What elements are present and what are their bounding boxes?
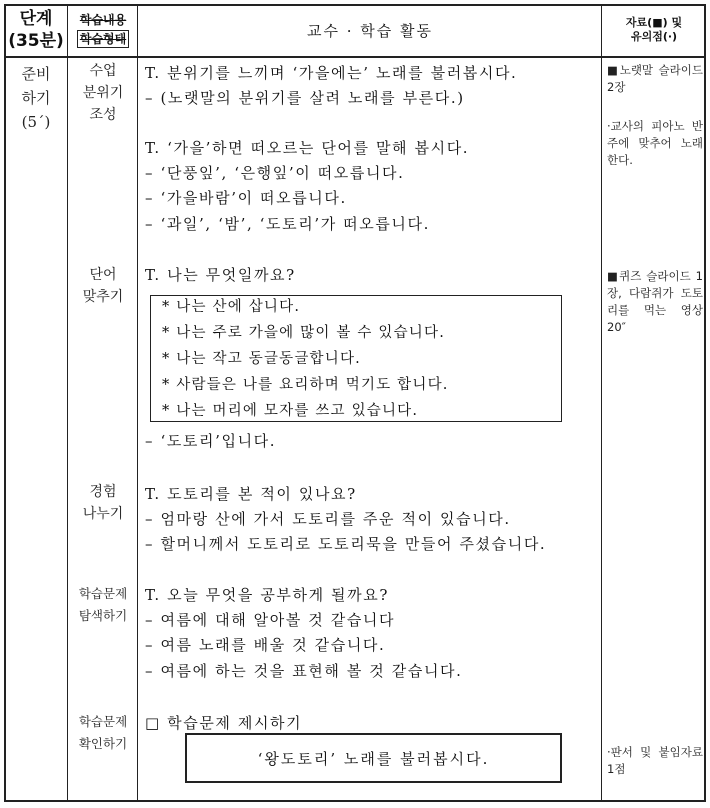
quiz-clue: * 나는 머리에 모자를 쓰고 있습니다.	[162, 403, 419, 419]
header-notes-label: 유의점(·)	[630, 30, 678, 43]
activity-line: – 여름에 하는 것을 표현해 볼 것 같습니다.	[145, 662, 463, 680]
form-line: 조성	[89, 107, 117, 123]
header-form	[70, 6, 136, 54]
form-atmosphere	[70, 60, 136, 126]
col-divider-2	[137, 4, 138, 802]
form-line: 확인하기	[78, 736, 128, 751]
learning-goal: ‘왕도토리’ 노래를 불러봅시다.	[257, 749, 490, 768]
stage-time: (5´)	[21, 113, 51, 131]
form-line: 학습문제	[78, 714, 128, 729]
form-line: 단어	[89, 267, 117, 283]
material-note: ■퀴즈 슬라이드 1장, 다람쥐가 도토리를 먹는 영상 20″	[607, 269, 703, 334]
activity-line: – 여름에 대해 알아볼 것 같습니다	[145, 611, 396, 629]
form-line: 학습문제	[78, 586, 128, 601]
form-quiz	[70, 264, 136, 308]
quiz-answer: – ‘도토리’입니다.	[145, 432, 277, 450]
activity-line: – 여름 노래를 배울 것 같습니다.	[145, 636, 386, 654]
quiz-clue: * 나는 작고 동글동글합니다.	[162, 351, 361, 367]
header-stage-label: 단계	[19, 9, 53, 29]
header-stage-time: (35분)	[8, 31, 64, 51]
quiz-clue: * 나는 주로 가을에 많이 볼 수 있습니다.	[162, 325, 446, 341]
header-materials-label: 자료(■) 및	[625, 16, 683, 29]
header-materials	[604, 6, 704, 54]
material-note: ·판서 및 붙임자료 1점	[607, 745, 703, 776]
col-divider-3	[601, 4, 602, 802]
header-content-label: 학습내용	[79, 13, 127, 27]
stage-cell	[8, 62, 64, 134]
form-line: 분위기	[82, 85, 124, 101]
header-form-label: 학습형태	[77, 30, 129, 48]
form-line: 탐색하기	[78, 608, 128, 623]
header-stage	[6, 6, 66, 54]
stage-line: 준비	[21, 65, 51, 83]
material-note: ·교사의 피아노 반주에 맞추어 노래한다.	[607, 119, 703, 167]
activity-line: – (노랫말의 분위기를 살려 노래를 부른다.)	[145, 89, 465, 107]
activity-line: T. 오늘 무엇을 공부하게 될까요?	[145, 586, 389, 604]
activity-line: – 할머니께서 도토리로 도토리묵을 만들어 주셨습니다.	[145, 535, 547, 553]
activity-line: – ‘가을바람’이 떠오릅니다.	[145, 189, 347, 207]
col-divider-1	[67, 4, 68, 802]
quiz-question: T. 나는 무엇일까요?	[145, 266, 296, 284]
form-line: 수업	[89, 63, 117, 79]
activity-line: – ‘과일’, ‘밤’, ‘도토리’가 떠오릅니다.	[145, 215, 430, 233]
activity-line: T. 도토리를 본 적이 있나요?	[145, 485, 357, 503]
activity-line: T. 분위기를 느끼며 ‘가을에는’ 노래를 불러봅시다.	[145, 64, 518, 82]
form-confirm	[70, 711, 136, 755]
activity-line: – 엄마랑 산에 가서 도토리를 주운 적이 있습니다.	[145, 510, 511, 528]
form-line: 경험	[89, 484, 117, 500]
quiz-clue: * 나는 산에 삽니다.	[162, 299, 301, 315]
stage-line: 하기	[21, 89, 51, 107]
header-activity: 교수 · 학습 활동	[306, 21, 433, 40]
goal-section-title: □ 학습문제 제시하기	[145, 714, 303, 732]
material-note: ■노랫말 슬라이드 2장	[607, 63, 703, 94]
activity-line: T. ‘가을’하면 떠오르는 단어를 말해 봅시다.	[145, 139, 470, 157]
quiz-clue: * 사람들은 나를 요리하며 먹기도 합니다.	[162, 377, 449, 393]
form-line: 나누기	[82, 506, 124, 522]
learning-goal-box	[185, 733, 562, 783]
form-explore	[70, 583, 136, 627]
form-line: 맞추기	[82, 289, 124, 305]
form-experience	[70, 481, 136, 525]
activity-line: – ‘단풍잎’, ‘은행잎’이 떠오릅니다.	[145, 164, 405, 182]
